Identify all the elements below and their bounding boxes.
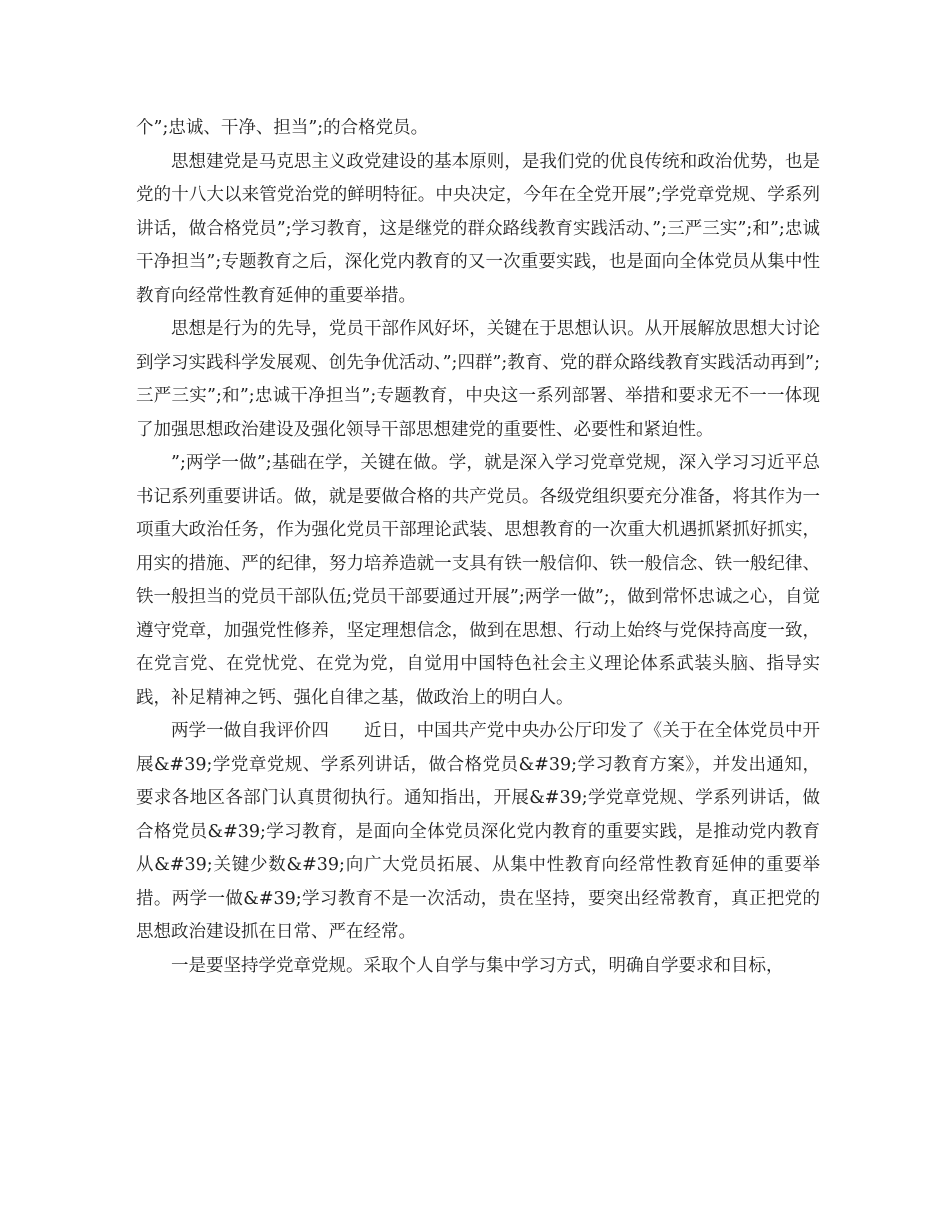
paragraph-ideological-party-building: 思想建党是马克思主义政党建设的基本原则，是我们党的优良传统和政治优势，也是党的十八大以来管党治党的鲜明特征。中央决定，今年在全党开展”;学党章党规、学系列讲话，做合格党员”;学习教育，这是继党的群众路线教育实践活动、”;三严三实”;和”;忠诚干净担当”;专题教育之后，深化党内教育的又一次重要实践，也是面向全体党员从集中性教育向经常性教育延伸的重要举措。 xyxy=(136,151,820,306)
paragraph-first-point: 一是要坚持学党章党规。采取个人自学与集中学习方式，明确自学要求和目标， xyxy=(171,955,784,976)
paragraph-two-studies-one-action: ”;两学一做”;基础在学，关键在做。学，就是深入学习党章党规，深入学习习近平总书记系列重要讲话。做，就是要做合格的共产党员。各级党组织要充分准备，将其作为一项重大政治任务，作为强化党员干部理论武装、思想教育的一次重大机遇抓紧抓好抓实，用实的措施、严的纪律，努力培养造就一支具有铁一般信仰、铁一般信念、铁一般纪律、铁一般担当的党员干部队伍;党员干部要通过开展”;两学一做”;，做到常怀忠诚之心，自觉遵守党章，加强党性修养，坚定理想信念，做到在思想、行动上始终与党保持高度一致，在党言党、在党忧党、在党为党，自觉用中国特色社会主义理论体系武装头脑、指导实践，补足精神之钙、强化自律之基，做政治上的明白人。 xyxy=(136,453,820,708)
paragraph-continued: 个”;忠诚、干净、担当”;的合格党员。 xyxy=(136,118,429,138)
paragraph-self-evaluation-four: 两学一做自我评价四 近日，中国共产党中央办公厅印发了《关于在全体党员中开展&#39;学党章党规、学系列讲话，做合格党员&#39;学习教育方案》，并发出通知，要求各地区各部门认真贯彻执行。通知指出，开展&#39;学党章党规、学系列讲话，做合格党员&#39;学习教育，是面向全体党员深化党内教育的重要实践，是推动党内教育从&#39;关键少数&#39;向广大党员拓展、从集中性教育向经常性教育延伸的重要举措。两学一做&#39;学习教育不是一次活动，贵在坚持，要突出经常教育，真正把党的思想政治建设抓在日常、严在经常。 xyxy=(136,721,820,942)
paragraph-thought-guides-action: 思想是行为的先导，党员干部作风好坏，关键在于思想认识。从开展解放思想大讨论到学习实践科学发展观、创先争优活动、”;四群”;教育、党的群众路线教育实践活动再到”;三严三实”;和”;忠诚干净担当”;专题教育，中央这一系列部署、举措和要求无不一一体现了加强思想政治建设及强化领导干部思想建党的重要性、必要性和紧迫性。 xyxy=(136,319,820,440)
